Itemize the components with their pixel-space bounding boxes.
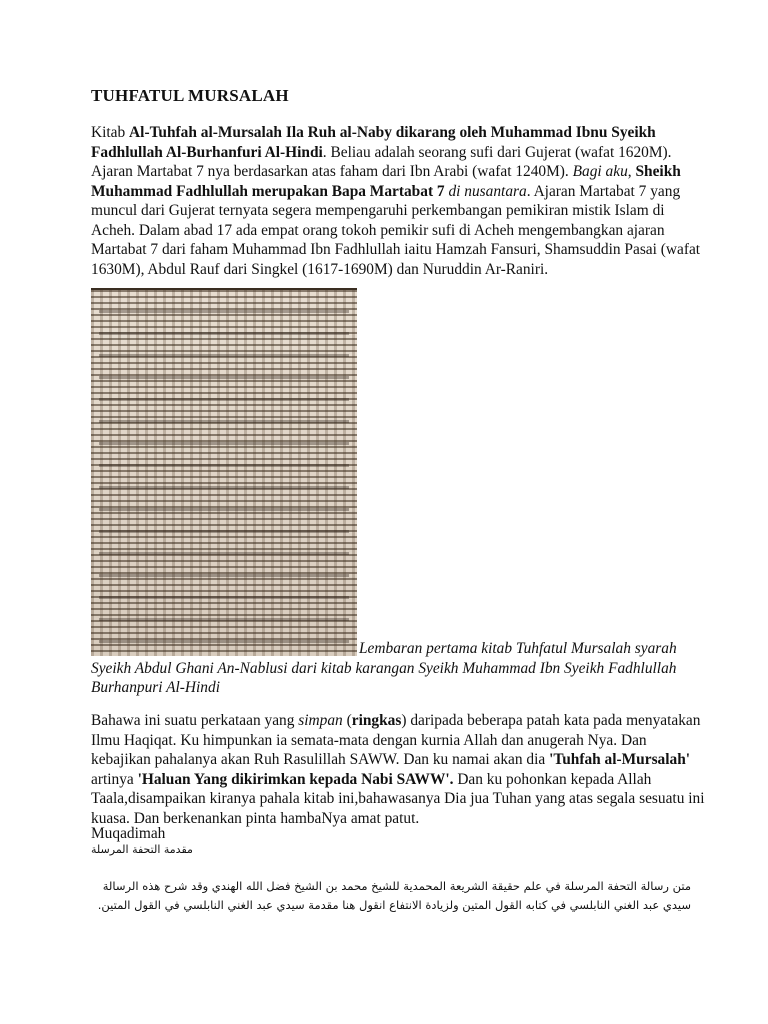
image-caption: Lembaran pertama kitab Tuhfatul Mursalah syarah Syeikh Abdul Ghani An-Nablusi dari kitab karangan Syeikh Muhammad Ibn Syeikh Fadhlullah Burhanpuri Al-Hindi — [91, 640, 677, 696]
intro-text: . Beliau adalah seorang sufi dari Gujerat (wafat 1620M). Ajaran Martabat 7 nya berdasarkan atas faham dari Ibn Arabi (wafat 1240M). — [91, 143, 672, 180]
body-bold-name: 'Tuhfah al-Mursalah' — [549, 751, 691, 768]
body-text: Bahawa ini suatu perkataan yang — [91, 712, 299, 729]
body-bold: ringkas — [351, 712, 402, 729]
arabic-paragraph: متن رسالة التحفة المرسلة في علم حقيقة الشريعة المحمدية للشيخ محمد بن الشيخ فضل الله الهندي وقد شرح هذه الرسالة سيدي عبد الغني النابلسي في كتابه القول المتين ولزيادة الانتفاع انقول هنا مقدمة سيدي عبد الغني النابلسي في القول المتين. — [97, 879, 691, 912]
intro-paragraph — [91, 123, 707, 279]
document-title: TUHFATUL MURSALAH — [91, 86, 289, 105]
body-text: ) daripada beberapa patah kata pada menyatakan Ilmu Haqiqat. Ku himpunkan ia semata-mata dengan kurnia Allah dan anugerah Nya. Dan kebajikan pahalanya akan Ruh Rasulillah SAWW. Dan ku namai akan dia — [91, 712, 701, 768]
intro-text: Kitab — [91, 124, 130, 141]
intro-italic: Bagi aku — [572, 163, 628, 180]
body-text: ( — [342, 712, 352, 729]
manuscript-image — [91, 288, 357, 656]
intro-italic: di nusantara — [448, 182, 527, 200]
muqadimah-arabic-heading: مقدمة التحفة المرسلة — [91, 843, 193, 856]
body-paragraph — [91, 711, 707, 828]
body-text: artinya — [91, 770, 138, 788]
intro-text: , — [627, 163, 636, 180]
body-text: Dan ku pohonkan kepada Allah Taala,disampaikan kiranya pahala kitab ini,bahawasanya Dia jua Tuhan yang atas segala sesuatu ini kuasa. Dan berkenankan pinta hambaNya amat patut. — [91, 770, 705, 827]
intro-bold-title: Al-Tuhfah al-Mursalah Ila Ruh al-Naby dikarang oleh Muhammad Ibnu Syeikh Fadhlullah Al-Burhanfuri Al-Hindi — [91, 124, 656, 161]
body-bold-meaning: 'Haluan Yang dikirimkan kepada Nabi SAWW'. — [137, 770, 454, 788]
body-italic: simpan — [298, 712, 343, 729]
muqadimah-label: Muqadimah — [91, 825, 166, 842]
intro-text: . Ajaran Martabat 7 yang muncul dari Gujerat ternyata segera mempengaruhi perkembangan pemikiran mistik Islam di Acheh. Dalam abad 17 ada empat orang tokoh pemikir sufi di Acheh mengembangkan ajaran Martabat 7 dari faham Muhammad Ibn Fadhlullah iaitu Hamzah Fansuri, Shamsuddin Pasai (wafat 1630M), Abdul Rauf dari Singkel (1617-1690M) dan Nuruddin Ar-Raniri. — [91, 182, 701, 278]
intro-bold-claim: Sheikh Muhammad Fadhlullah merupakan Bapa Martabat 7 — [91, 163, 681, 200]
